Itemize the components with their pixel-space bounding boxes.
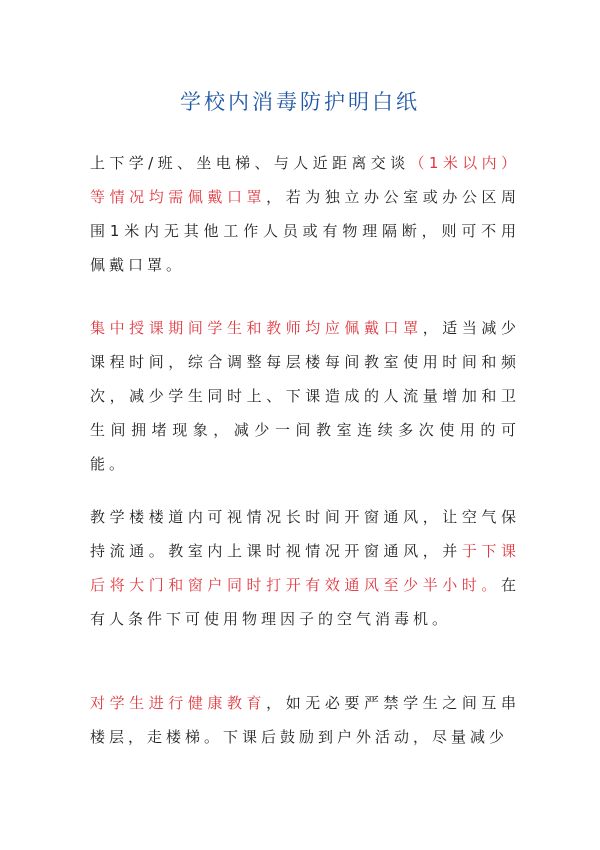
paragraph-text: 教学楼楼道内可视情况长时间开窗通风，让空气保持流通。教室内上课时视情况开窗通风，并 xyxy=(90,508,520,560)
paragraph-ventilation xyxy=(90,500,520,636)
paragraph-text: ，适当减少课程时间，综合调整每层楼每间教室使用时间和频次，减少学生同时上、下课造成的人流量增加和卫生间拥堵现象，减少一间教室连续多次使用的可能。 xyxy=(90,319,520,473)
highlighted-text: 于下课后将大门和窗户同时打开有效通风至少半小时。 xyxy=(90,542,520,594)
highlighted-text: 对学生进行健康教育 xyxy=(90,694,267,712)
page-title: 学校内消毒防护明白纸 xyxy=(180,90,420,114)
paragraph-text: ，若为独立办公室或办公区周围1米内无其他工作人员或有物理隔断，则可不用佩戴口罩。 xyxy=(90,188,520,274)
paragraph-text: ，如无必要严禁学生之间互串楼层，走楼梯。下课后鼓励到户外活动，尽量减少 xyxy=(90,694,520,746)
highlighted-text: （1米以内）等情况均需佩戴口罩 xyxy=(90,154,520,206)
paragraph-health-education xyxy=(90,686,520,754)
highlighted-text: 集中授课期间学生和教师均应佩戴口罩 xyxy=(90,319,423,337)
paragraph-masks-commute xyxy=(90,146,520,282)
paragraph-text: 在有人条件下可使用物理因子的空气消毒机。 xyxy=(90,576,520,628)
paragraph-masks-classroom xyxy=(90,311,520,481)
paragraph-text: 上下学/班、坐电梯、与人近距离交谈 xyxy=(90,154,410,172)
